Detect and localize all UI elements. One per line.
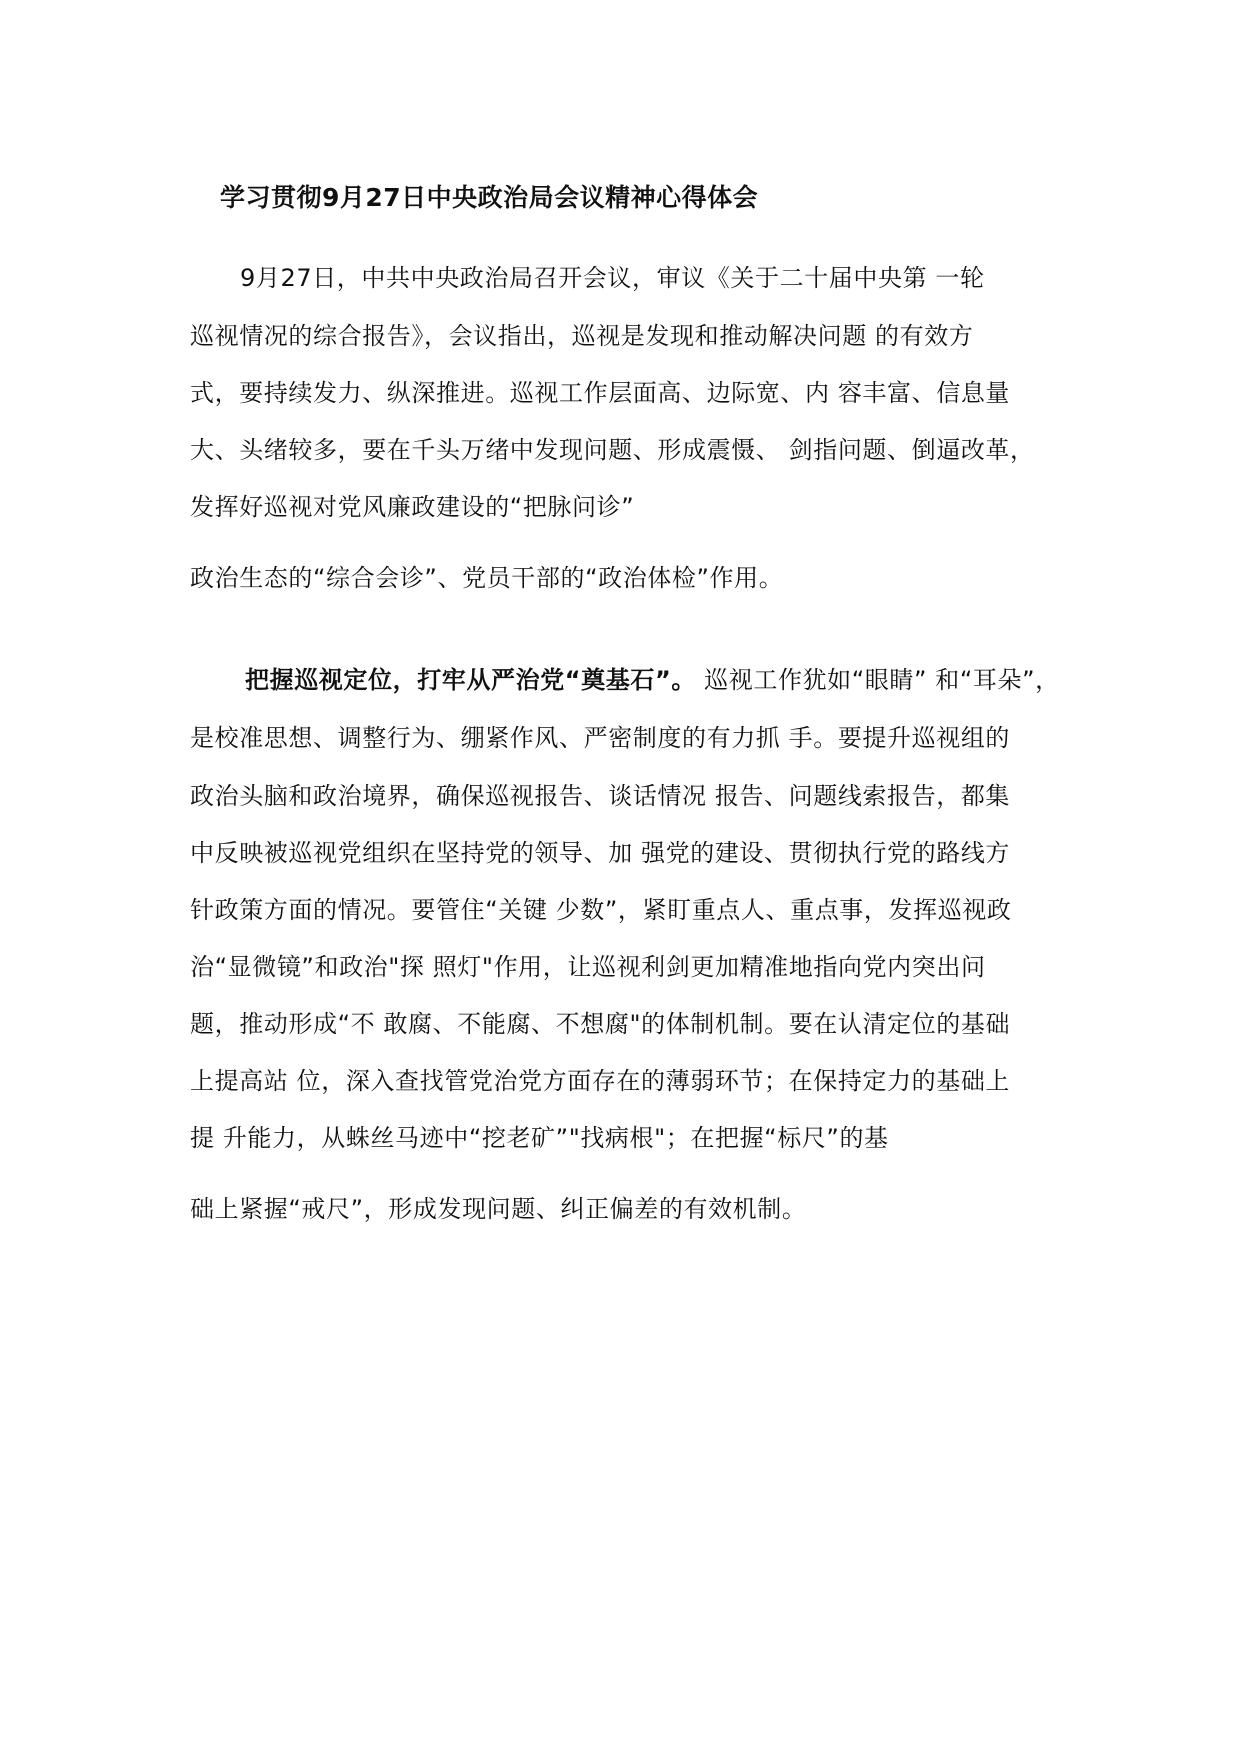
paragraph2-line-10: 础上紧握“戒尺”，形成发现问题、纠正偏差的有效机制。 [190, 1195, 807, 1223]
paragraph2-line-9: 提 升能力，从蛛丝马迹中“挖老矿”"找病根"；在把握“标尺”的基 [190, 1124, 889, 1152]
paragraph2-heading: 把握巡视定位，打牢从严治党“奠基石”。 [245, 666, 696, 694]
paragraph2-line-1 [245, 660, 1060, 695]
paragraph1-line-3: 式，要持续发力、纵深推进。巡视工作层面高、边际宽、内 容丰富、信息量 [190, 379, 1011, 407]
paragraph2-line-6: 治“显微镜”和政治"探 照灯"作用，让巡视利剑更加精准地指向党内突出问 [190, 953, 986, 981]
paragraph1-line-4: 大、头绪较多，要在千头万绪中发现问题、形成震慑、 剑指问题、倒逼改革， [190, 436, 1035, 464]
paragraph2-line-7: 题，推动形成“不 敢腐、不能腐、不想腐"的体制机制。要在认清定位的基础 [190, 1010, 1011, 1038]
paragraph1-line-6: 政治生态的“综合会诊”、党员干部的“政治体检”作用。 [190, 564, 784, 592]
paragraph1-line-5: 发挥好巡视对党风廉政建设的“把脉问诊” [190, 493, 635, 521]
paragraph1-line-1: 9月27日，中共中央政治局召开会议，审议《关于二十届中央第 一轮 [240, 264, 985, 292]
paragraph2-line-1-rest: 巡视工作犹如“眼睛” 和“耳朵”， [695, 666, 1060, 694]
paragraph1-line-2: 巡视情况的综合报告》，会议指出，巡视是发现和推动解决问题 的有效方 [190, 322, 974, 350]
document-title: 学习贯彻9月27日中央政治局会议精神心得体会 [220, 183, 759, 212]
paragraph2-line-8: 上提高站 位，深入查找管党治党方面存在的薄弱环节；在保持定力的基础上 [190, 1067, 1011, 1095]
paragraph2-line-4: 中反映被巡视党组织在坚持党的领导、加 强党的建设、贯彻执行党的路线方 [190, 839, 1011, 867]
paragraph2-line-3: 政治头脑和政治境界，确保巡视报告、谈话情况 报告、问题线索报告，都集 [190, 782, 1011, 810]
paragraph2-line-2: 是校准思想、调整行为、绷紧作风、严密制度的有力抓 手。要提升巡视组的 [190, 724, 1011, 752]
paragraph2-line-5: 针政策方面的情况。要管住“关键 少数”，紧盯重点人、重点事，发挥巡视政 [190, 896, 1012, 924]
